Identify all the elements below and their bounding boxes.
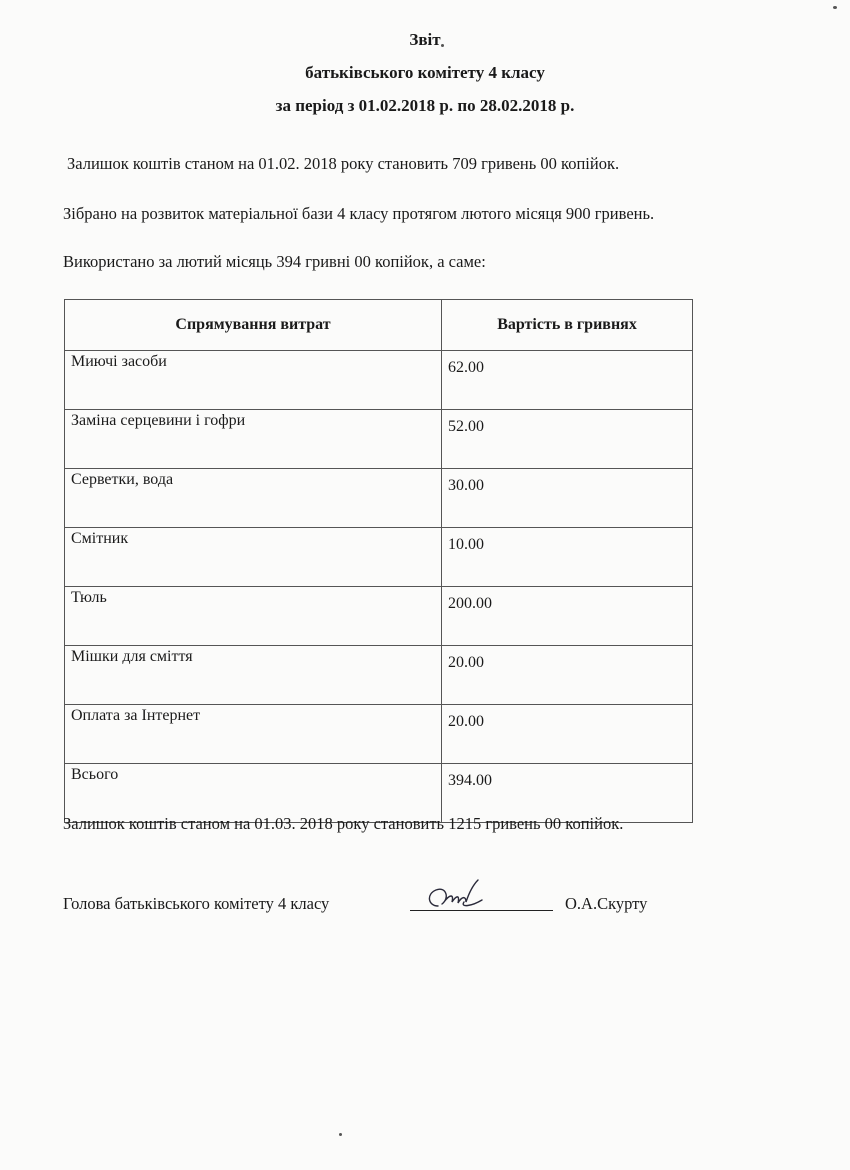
table-row — [65, 351, 693, 410]
expense-item: Оплата за Інтернет — [65, 705, 442, 764]
table-row — [65, 646, 693, 705]
handwritten-signature — [420, 876, 490, 916]
signer-name: О.А.Скурту — [565, 894, 648, 913]
expense-amount: 20.00 — [442, 705, 693, 764]
table-row — [65, 528, 693, 587]
expense-item: Серветки, вода — [65, 469, 442, 528]
expense-item: Миючі засоби — [65, 351, 442, 410]
expenses-table — [64, 299, 693, 823]
report-period: за період з 01.02.2018 р. по 28.02.2018 р. — [275, 96, 575, 115]
table-row — [65, 587, 693, 646]
table-row — [65, 469, 693, 528]
total-label: Всього — [65, 764, 442, 823]
expense-amount: 62.00 — [442, 351, 693, 410]
expense-amount: 20.00 — [442, 646, 693, 705]
expense-item: Смітник — [65, 528, 442, 587]
report-title: Звіт — [409, 30, 441, 49]
table-header-row — [65, 300, 693, 351]
total-amount: 394.00 — [442, 764, 693, 823]
column-header-cost: Вартість в гривнях — [442, 300, 693, 351]
opening-balance-text: Залишок коштів станом на 01.02. 2018 року становить 709 гривень 00 копійок. — [67, 154, 620, 173]
expense-item: Тюль — [65, 587, 442, 646]
speck — [441, 44, 444, 47]
expense-amount: 200.00 — [442, 587, 693, 646]
signer-role: Голова батьківського комітету 4 класу — [63, 894, 330, 913]
collected-funds-text: Зібрано на розвиток матеріальної бази 4 класу протягом лютого місяця 900 гривень. — [63, 204, 655, 223]
spent-funds-text: Використано за лютий місяць 394 гривні 00 копійок, а саме: — [63, 252, 486, 271]
speck — [339, 1133, 342, 1136]
expense-amount: 52.00 — [442, 410, 693, 469]
column-header-purpose: Спрямування витрат — [65, 300, 442, 351]
speck — [833, 6, 837, 9]
expense-item: Мішки для сміття — [65, 646, 442, 705]
expense-amount: 10.00 — [442, 528, 693, 587]
closing-balance-text: Залишок коштів станом на 01.03. 2018 року становить 1215 гривень 00 копійок. — [63, 814, 624, 833]
report-subtitle: батьківського комітету 4 класу — [305, 63, 545, 82]
table-row — [65, 410, 693, 469]
expense-item: Заміна серцевини і гофри — [65, 410, 442, 469]
table-row — [65, 705, 693, 764]
expense-amount: 30.00 — [442, 469, 693, 528]
